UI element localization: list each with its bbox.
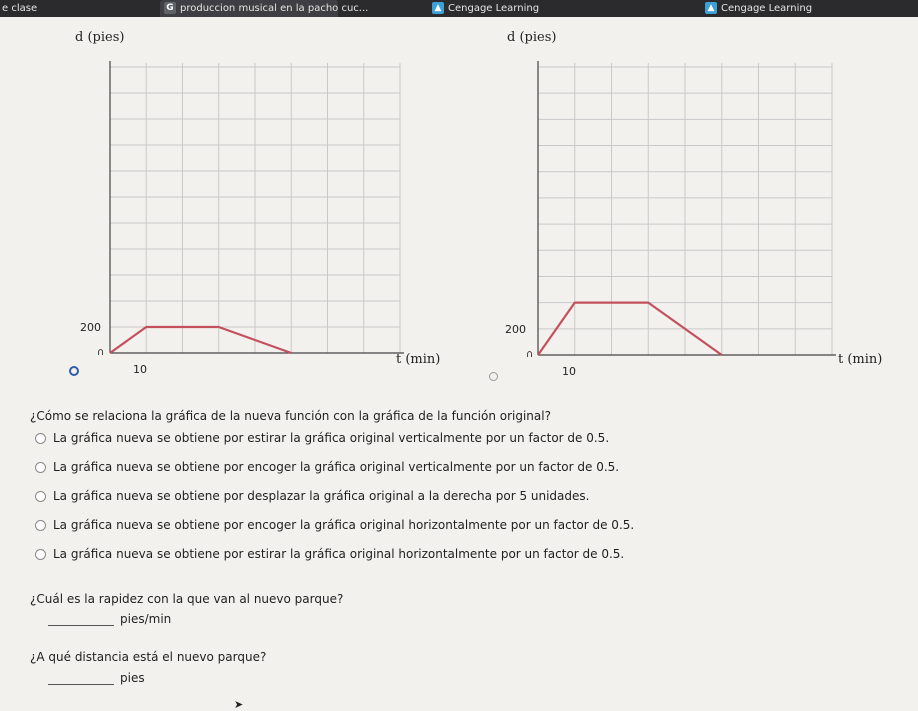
tab-clase[interactable] bbox=[2, 0, 37, 17]
option-shift-right[interactable] bbox=[35, 489, 589, 503]
radio-marker-icon bbox=[69, 366, 79, 376]
speed-unit-label: pies/min bbox=[120, 612, 172, 626]
speed-answer-field[interactable] bbox=[48, 609, 114, 626]
mouse-pointer-icon: ➤ bbox=[234, 698, 244, 711]
radio-button[interactable] bbox=[35, 491, 46, 502]
google-icon: G bbox=[164, 2, 176, 14]
cengage-icon: ▲ bbox=[432, 2, 444, 14]
option-label: La gráfica nueva se obtiene por desplazar la gráfica original a la derecha por 5 unidades. bbox=[53, 489, 590, 503]
radio-button[interactable] bbox=[35, 520, 46, 531]
circle-marker-icon bbox=[489, 372, 498, 381]
radio-button[interactable] bbox=[35, 462, 46, 473]
option-label: La gráfica nueva se obtiene por encoger la gráfica original horizontalmente por un factor de 0.5. bbox=[53, 518, 635, 532]
x-tick-label: 10 bbox=[133, 363, 147, 376]
question-relation: ¿Cómo se relaciona la gráfica de la nueva función con la gráfica de la función original? bbox=[30, 409, 551, 423]
radio-button[interactable] bbox=[35, 433, 46, 444]
tab-produccion-musical[interactable] bbox=[160, 0, 369, 17]
tab-cengage-learning-2[interactable] bbox=[705, 0, 812, 17]
tab-cengage-learning[interactable] bbox=[432, 0, 539, 17]
y-tick-label: 200 bbox=[505, 323, 526, 336]
cengage-icon: ▲ bbox=[705, 2, 717, 14]
distance-unit-label: pies bbox=[120, 671, 145, 685]
new-graph-plot bbox=[488, 27, 908, 387]
origin-mark: ∩ bbox=[97, 347, 105, 358]
x-axis-title: t (min) bbox=[396, 352, 441, 367]
radio-button[interactable] bbox=[35, 549, 46, 560]
tab-label: Cengage Learning bbox=[448, 3, 540, 14]
original-graph bbox=[60, 27, 460, 387]
page-content bbox=[0, 17, 918, 711]
browser-tab-bar bbox=[0, 0, 918, 17]
tab-label: produccion musical en la pacho cuc... bbox=[180, 3, 369, 14]
tab-label: e clase bbox=[2, 3, 38, 14]
option-label: La gráfica nueva se obtiene por encoger la gráfica original verticalmente por un factor de 0.5. bbox=[53, 460, 620, 474]
y-axis-title: d (pies) bbox=[75, 30, 125, 45]
y-axis-title: d (pies) bbox=[507, 30, 557, 45]
new-graph bbox=[488, 27, 908, 387]
y-tick-label: 200 bbox=[80, 321, 101, 334]
distance-answer-field[interactable] bbox=[48, 668, 114, 685]
x-tick-label: 10 bbox=[562, 365, 576, 378]
question-distance: ¿A qué distancia está el nuevo parque? bbox=[30, 650, 267, 664]
data-line bbox=[110, 327, 291, 353]
option-shrink-vertical[interactable] bbox=[35, 460, 619, 474]
option-shrink-horizontal[interactable] bbox=[35, 518, 634, 532]
original-graph-plot bbox=[60, 27, 460, 387]
question-speed: ¿Cuál es la rapidez con la que van al nuevo parque? bbox=[30, 592, 344, 606]
option-label: La gráfica nueva se obtiene por estirar la gráfica original horizontalmente por un factor de 0.5. bbox=[53, 547, 625, 561]
tab-label: Cengage Learning bbox=[721, 3, 813, 14]
option-stretch-vertical[interactable] bbox=[35, 431, 609, 445]
option-label: La gráfica nueva se obtiene por estirar la gráfica original verticalmente por un factor de 0.5. bbox=[53, 431, 610, 445]
distance-answer-row bbox=[48, 668, 145, 685]
speed-answer-row bbox=[48, 609, 171, 626]
x-axis-title: t (min) bbox=[838, 352, 883, 367]
option-stretch-horizontal[interactable] bbox=[35, 547, 624, 561]
origin-mark: ∩ bbox=[526, 349, 534, 360]
